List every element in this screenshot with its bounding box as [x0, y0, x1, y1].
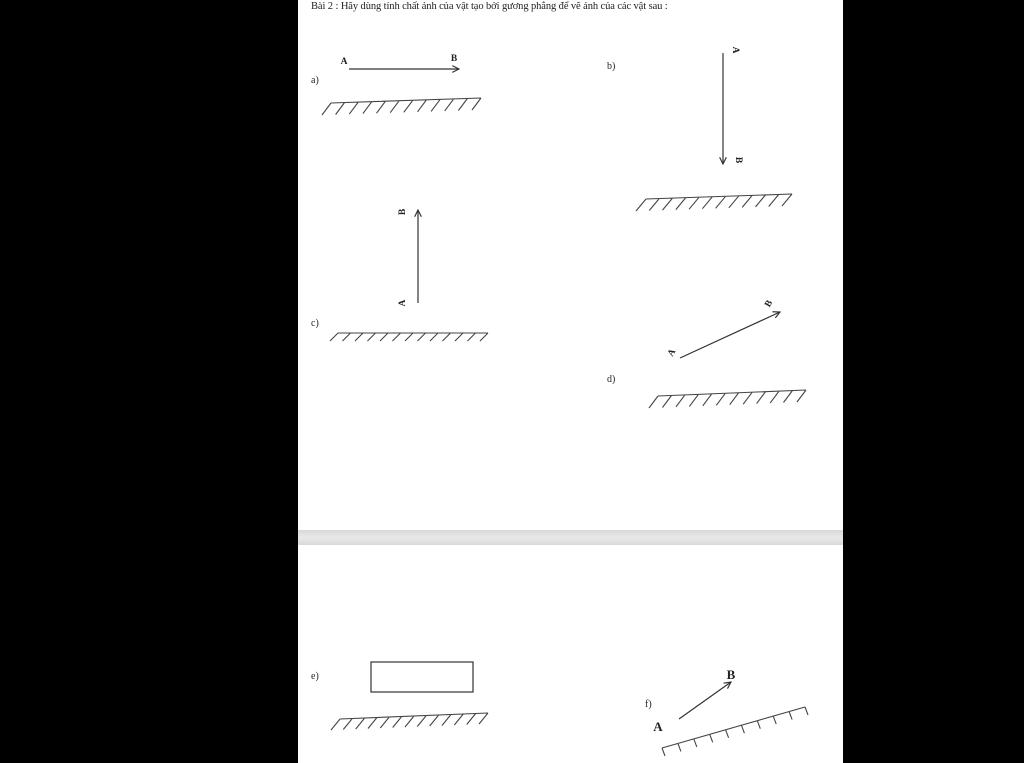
point-label-a: A [398, 299, 408, 307]
object-arrow-ab [679, 682, 731, 719]
point-label-a: A [666, 347, 679, 359]
part-label-c: c) [311, 318, 319, 329]
point-label-b: B [398, 208, 408, 216]
plane-mirror [322, 98, 481, 115]
plane-mirror [330, 333, 488, 341]
diagram-c [311, 208, 488, 341]
part-label-a: a) [311, 75, 319, 86]
point-label-a: A [730, 46, 740, 54]
diagram-e [311, 662, 488, 730]
diagram-d [607, 298, 806, 408]
part-label-d: d) [607, 374, 616, 385]
point-label-b: B [763, 298, 776, 310]
rectangular-object [371, 662, 473, 692]
point-label-b: B [450, 54, 458, 64]
plane-mirror [331, 713, 488, 730]
diagram-b [607, 47, 792, 211]
part-label-e: e) [311, 671, 319, 682]
object-arrow-ab [680, 312, 780, 358]
point-label-a: A [653, 719, 663, 734]
exercise-title: Bài 2 : Hãy dùng tính chất ảnh của vật tạo bởi gương phẳng để vẽ ảnh của các vật sau : [311, 1, 668, 12]
point-label-b: B [726, 667, 736, 682]
plane-mirror [649, 390, 806, 408]
diagram-a [311, 54, 481, 115]
diagram-f [645, 667, 808, 756]
plane-mirror [662, 707, 808, 756]
part-label-f: f) [645, 699, 652, 710]
plane-mirror [636, 194, 792, 211]
point-label-a: A [340, 57, 348, 67]
point-label-b: B [733, 156, 743, 164]
part-label-b: b) [607, 61, 616, 72]
